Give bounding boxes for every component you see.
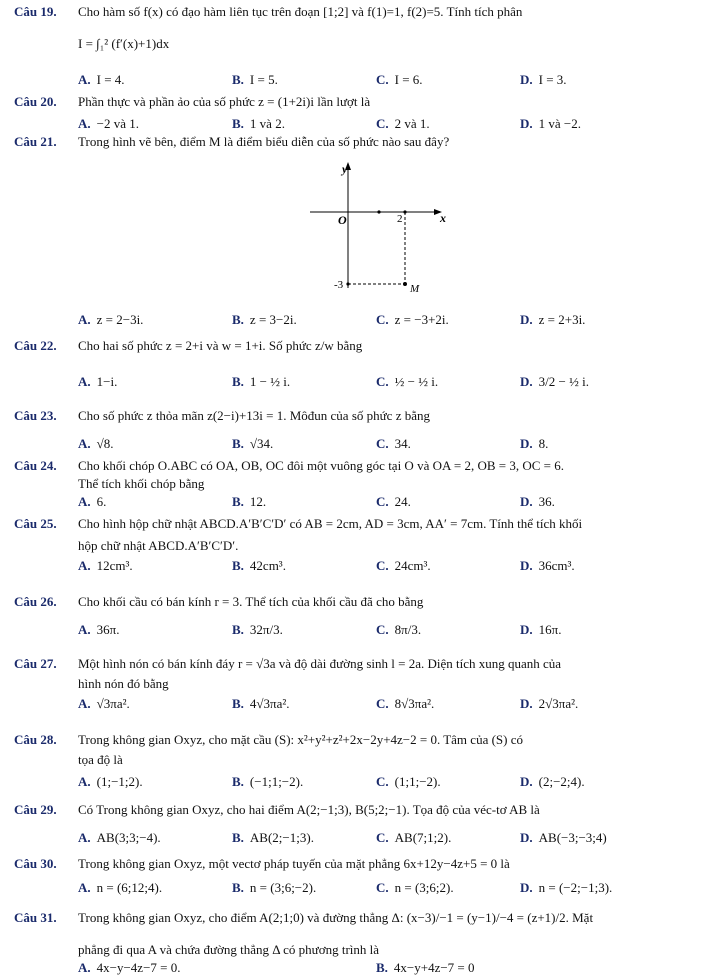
tick-1 bbox=[377, 210, 380, 213]
origin-label: O bbox=[338, 213, 347, 227]
question-20: Câu 20. Phần thực và phần ảo của số phức z = (1+2i)i lần lượt là bbox=[14, 94, 371, 109]
option-d[interactable]: D. 16π. bbox=[520, 622, 562, 637]
option-c[interactable]: C. ½ − ½ i. bbox=[376, 374, 439, 389]
options-21 bbox=[78, 312, 708, 330]
options-26 bbox=[78, 622, 708, 640]
option-a[interactable]: A. 12cm³. bbox=[78, 558, 133, 573]
option-c[interactable]: C. n = (3;6;2). bbox=[376, 880, 454, 895]
point-m bbox=[403, 282, 407, 286]
question-19 bbox=[14, 4, 714, 20]
question-19-integral: I = ∫₁² (f′(x)+1)dx bbox=[78, 36, 170, 51]
question-29: Câu 29. Có Trong không gian Oxyz, cho hai điểm A(2;−1;3), B(5;2;−1). Tọa độ của véc-tơ AB là bbox=[14, 802, 540, 817]
option-b[interactable]: B. 12. bbox=[232, 494, 267, 509]
option-c[interactable]: C. 24. bbox=[376, 494, 411, 509]
options-25 bbox=[78, 558, 708, 576]
point-label: M bbox=[410, 283, 420, 295]
option-b[interactable]: B. √34. bbox=[232, 436, 274, 451]
option-c[interactable]: C. (1;1;−2). bbox=[376, 774, 441, 789]
options-22 bbox=[78, 374, 708, 392]
option-d[interactable]: D. 36. bbox=[520, 494, 555, 509]
option-c[interactable]: C. 8√3πa². bbox=[376, 696, 435, 711]
option-a[interactable]: A. AB(3;3;−4). bbox=[78, 830, 161, 845]
option-b[interactable]: B. z = 3−2i. bbox=[232, 312, 297, 327]
option-c[interactable]: C. 24cm³. bbox=[376, 558, 431, 573]
option-c[interactable]: C. z = −3+2i. bbox=[376, 312, 449, 327]
options-28 bbox=[78, 774, 708, 792]
question-24: Câu 24. Cho khối chóp O.ABC có OA, OB, OC đôi một vuông góc tại O và OA = 2, OB = 3, OC = 6. bbox=[14, 458, 565, 473]
option-a[interactable]: A. 36π. bbox=[78, 622, 120, 637]
options-29 bbox=[78, 830, 708, 848]
option-b[interactable]: B. 32π/3. bbox=[232, 622, 283, 637]
option-d[interactable]: D. (2;−2;4). bbox=[520, 774, 585, 789]
question-text: Cho hàm số f(x) có đạo hàm liên tục trên đoạn [1;2] và f(1)=1, f(2)=5. Tính tích phân bbox=[78, 4, 523, 19]
option-c[interactable]: C. 2 và 1. bbox=[376, 116, 430, 131]
complex-plane-figure bbox=[300, 156, 460, 304]
option-d[interactable]: D. n = (−2;−1;3). bbox=[520, 880, 613, 895]
tick-y bbox=[346, 282, 349, 285]
options-31 bbox=[78, 960, 708, 978]
question-26: Câu 26. Cho khối cầu có bán kính r = 3. Thể tích của khối cầu đã cho bằng bbox=[14, 594, 424, 609]
option-b[interactable]: B. 42cm³. bbox=[232, 558, 286, 573]
option-b[interactable]: B. n = (3;6;−2). bbox=[232, 880, 317, 895]
x-tick-label: 2 bbox=[397, 213, 403, 225]
options-20 bbox=[78, 116, 708, 134]
options-23 bbox=[78, 436, 708, 454]
option-d[interactable]: D. 8. bbox=[520, 436, 549, 451]
question-28: Câu 28. Trong không gian Oxyz, cho mặt cầu (S): x²+y²+z²+2x−2y+4z−2 = 0. Tâm của (S) có bbox=[14, 732, 523, 747]
option-c[interactable]: C. 34. bbox=[376, 436, 411, 451]
option-b[interactable]: B. 4√3πa². bbox=[232, 696, 290, 711]
options-27 bbox=[78, 696, 708, 714]
option-d[interactable]: D. 1 và −2. bbox=[520, 116, 581, 131]
option-a[interactable]: A. √3πa². bbox=[78, 696, 130, 711]
question-21: Câu 21. Trong hình vẽ bên, điểm M là điểm biểu diễn của số phức nào sau đây? bbox=[14, 134, 450, 149]
option-d[interactable]: D. 2√3πa². bbox=[520, 696, 579, 711]
x-label: x bbox=[440, 211, 446, 225]
option-a[interactable]: A. I = 4. bbox=[78, 72, 125, 87]
y-tick-label: -3 bbox=[334, 279, 344, 291]
options-19 bbox=[78, 72, 708, 90]
option-a[interactable]: A. z = 2−3i. bbox=[78, 312, 144, 327]
question-23: Câu 23. Cho số phức z thỏa mãn z(2−i)+13i = 1. Môđun của số phức z bằng bbox=[14, 408, 430, 423]
option-a[interactable]: A. (1;−1;2). bbox=[78, 774, 143, 789]
option-d[interactable]: D. AB(−3;−3;4) bbox=[520, 830, 607, 845]
option-a[interactable]: A. 6. bbox=[78, 494, 107, 509]
option-a[interactable]: A. n = (6;12;4). bbox=[78, 880, 163, 895]
option-b[interactable]: B. (−1;1;−2). bbox=[232, 774, 304, 789]
question-number: Câu 19. bbox=[14, 4, 57, 19]
option-c[interactable]: C. AB(7;1;2). bbox=[376, 830, 452, 845]
question-22: Câu 22. Cho hai số phức z = 2+i và w = 1+i. Số phức z/w bằng bbox=[14, 338, 363, 353]
options-24 bbox=[78, 494, 708, 512]
option-c[interactable]: C. 8π/3. bbox=[376, 622, 422, 637]
option-a[interactable]: A. 1−i. bbox=[78, 374, 118, 389]
y-label: y bbox=[342, 162, 348, 176]
option-b[interactable]: B. AB(2;−1;3). bbox=[232, 830, 314, 845]
option-a[interactable]: A. √8. bbox=[78, 436, 114, 451]
question-31: Câu 31. Trong không gian Oxyz, cho điểm A(2;1;0) và đường thẳng Δ: (x−3)/−1 = (y−1)/−4 = (z+1)/2. Mặt bbox=[14, 910, 594, 925]
option-d[interactable]: D. z = 2+3i. bbox=[520, 312, 586, 327]
option-b[interactable]: B. 4x−y+4z−7 = 0 bbox=[376, 960, 475, 975]
option-d[interactable]: D. 36cm³. bbox=[520, 558, 575, 573]
question-30: Câu 30. Trong không gian Oxyz, một vectơ pháp tuyến của mặt phẳng 6x+12y−4z+5 = 0 là bbox=[14, 856, 510, 871]
option-b[interactable]: B. 1 và 2. bbox=[232, 116, 285, 131]
option-a[interactable]: A. −2 và 1. bbox=[78, 116, 139, 131]
option-c[interactable]: C. I = 6. bbox=[376, 72, 423, 87]
option-a[interactable]: A. 4x−y−4z−7 = 0. bbox=[78, 960, 181, 975]
option-d[interactable]: D. 3/2 − ½ i. bbox=[520, 374, 589, 389]
question-25: Câu 25. Cho hình hộp chữ nhật ABCD.A′B′C′D′ có AB = 2cm, AD = 3cm, AA′ = 7cm. Tính thể tích khối bbox=[14, 516, 583, 531]
option-d[interactable]: D. I = 3. bbox=[520, 72, 567, 87]
option-b[interactable]: B. I = 5. bbox=[232, 72, 278, 87]
option-b[interactable]: B. 1 − ½ i. bbox=[232, 374, 291, 389]
question-27: Câu 27. Một hình nón có bán kính đáy r = √3a và độ dài đường sinh l = 2a. Diện tích xung quanh của bbox=[14, 656, 562, 671]
options-30 bbox=[78, 880, 708, 898]
